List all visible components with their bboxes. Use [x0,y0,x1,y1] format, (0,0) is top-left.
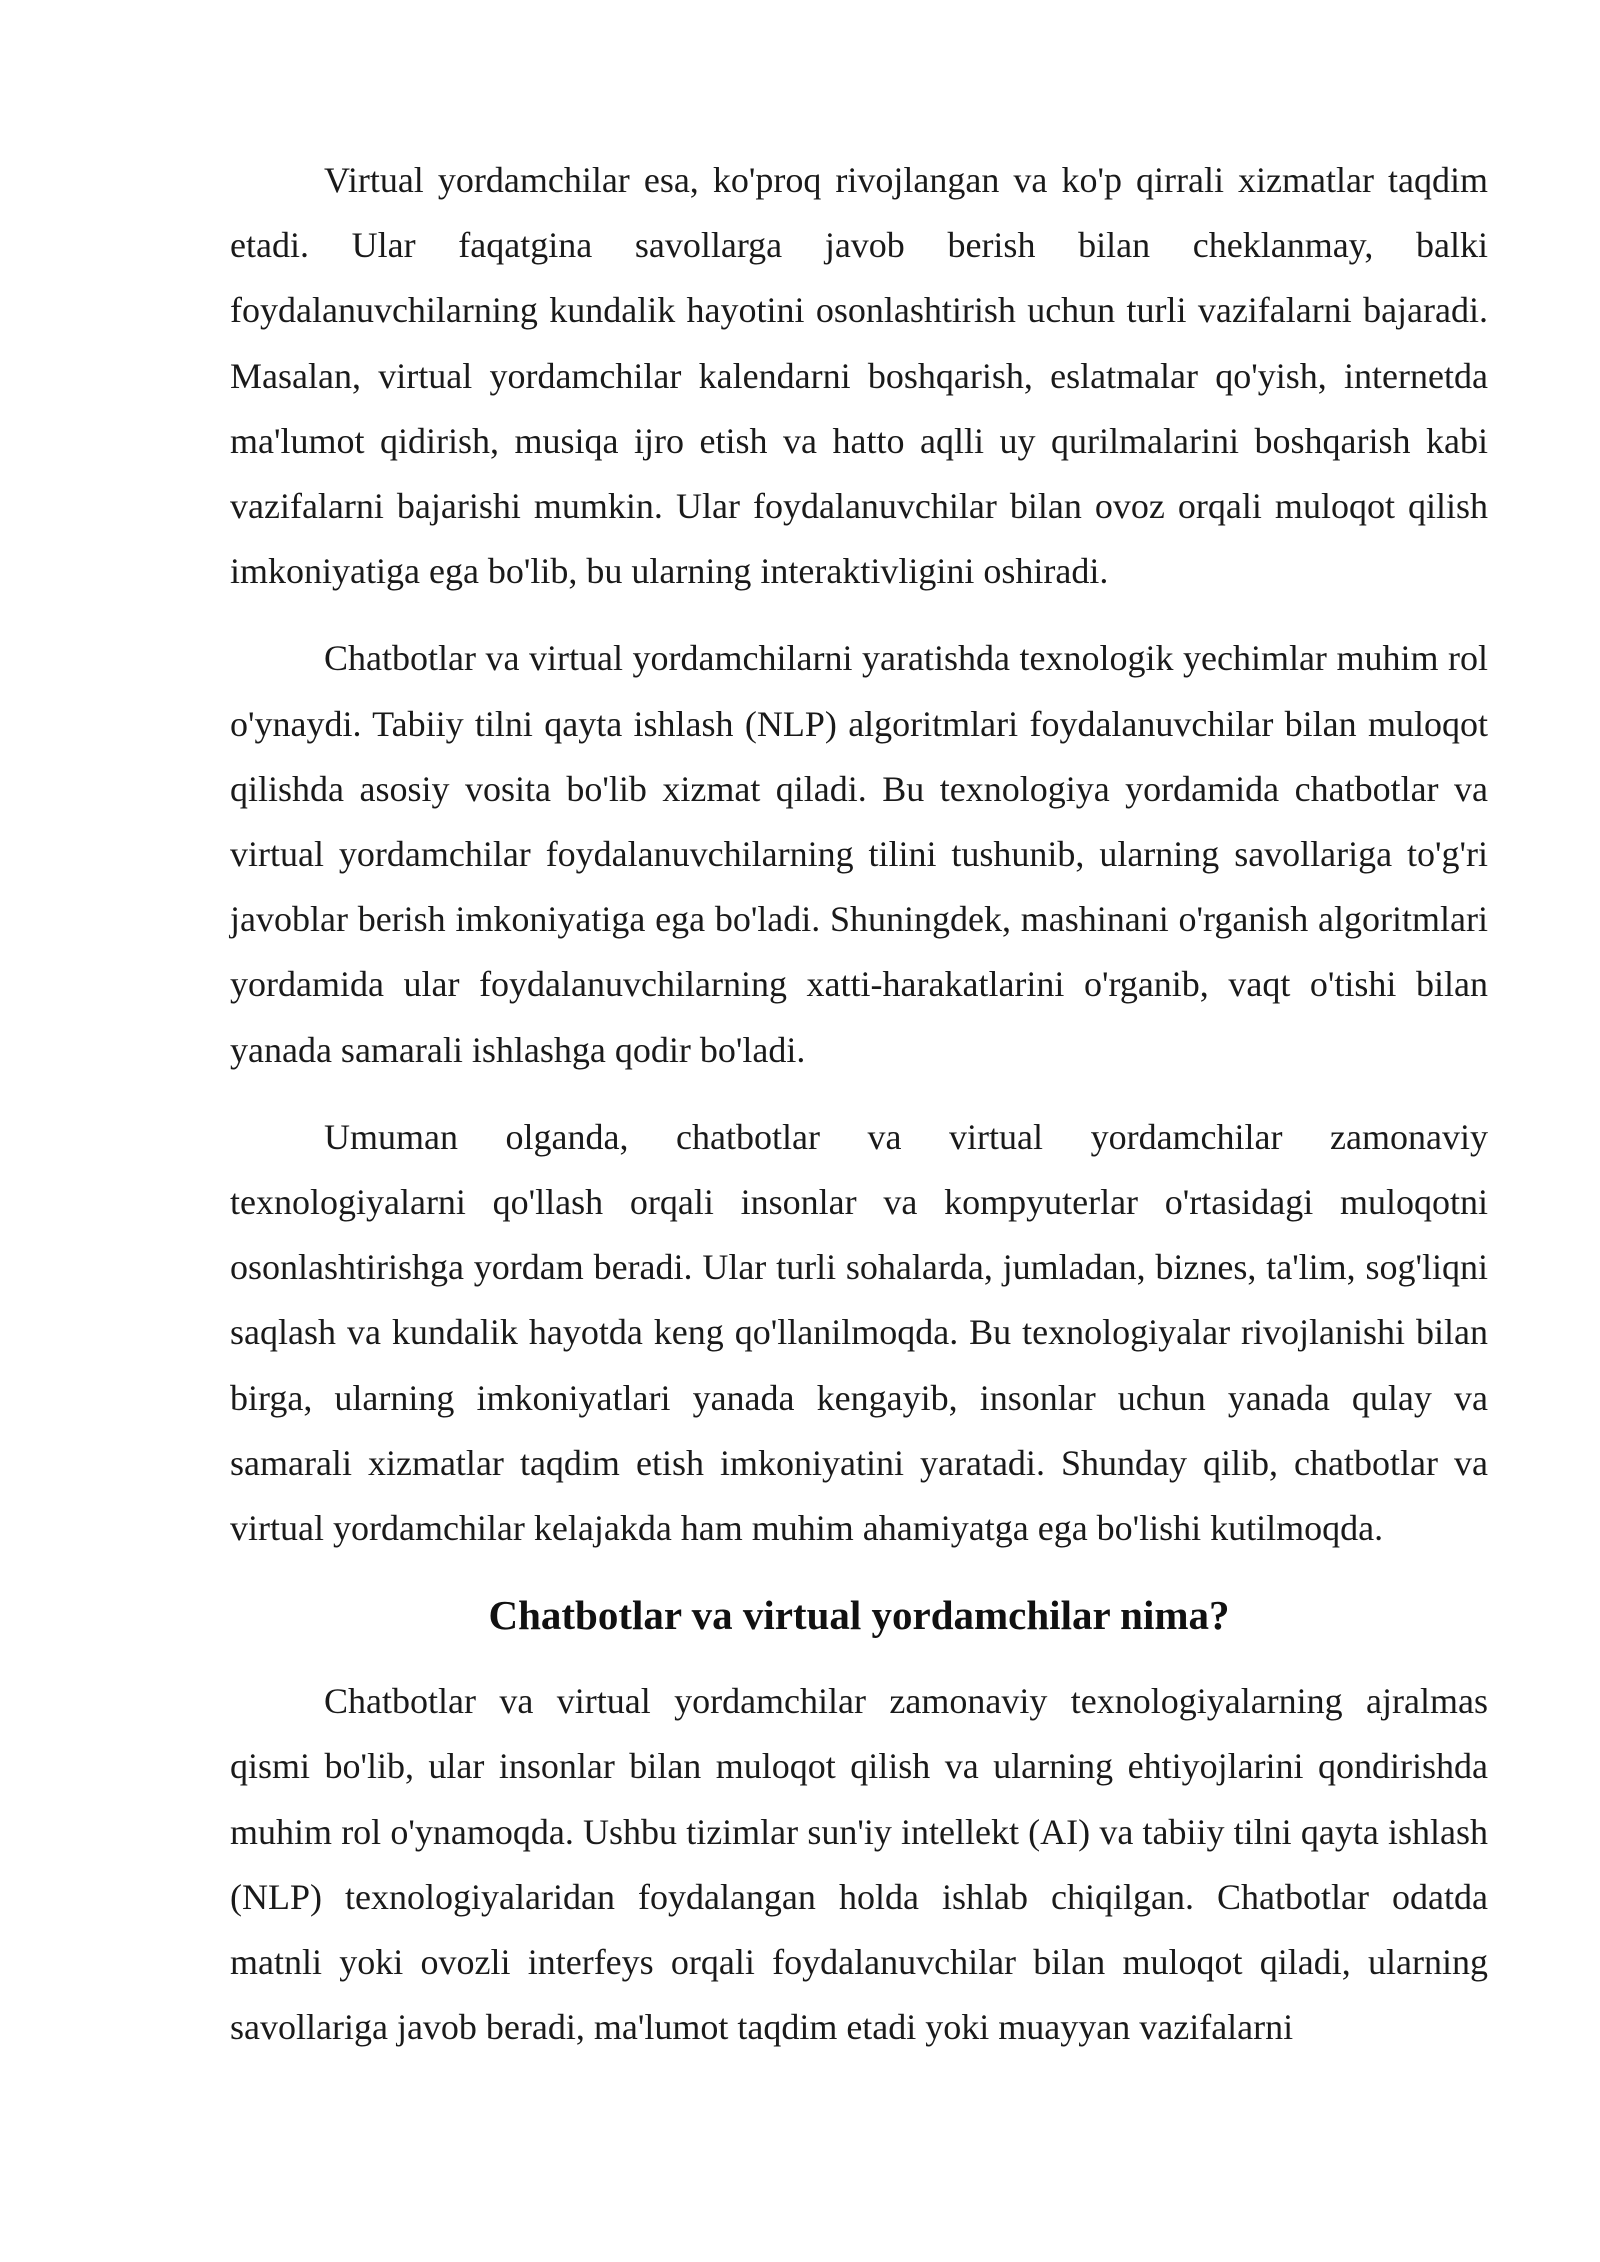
document-body [230,148,1488,2082]
paragraph-definition: Chatbotlar va virtual yordamchilar zamonaviy texnologiyalarning ajralmas qismi bo'lib, ular insonlar bilan muloqot qilish va ularning ehtiyojlarini qondirishda muhim rol o'ynamoqda. Ushbu tizimlar sun'iy intellekt (AI) va tabiiy tilni qayta ishlash (NLP) texnologiyalaridan foydalangan holda ishlab chiqilgan. Chatbotlar odatda matnli yoki ovozli interfeys orqali foydalanuvchilar bilan muloqot qiladi, ularning savollariga javob beradi, ma'lumot taqdim etadi yoki muayyan vazifalarni [230,1681,1488,2048]
paragraph-tech-solutions: Chatbotlar va virtual yordamchilarni yaratishda texnologik yechimlar muhim rol o'ynaydi. Tabiiy tilni qayta ishlash (NLP) algoritmlari foydalanuvchilar bilan muloqot qilishda asosiy vosita bo'lib xizmat qiladi. Bu texnologiya yordamida chatbotlar va virtual yordamchilar foydalanuvchilarning tilini tushunib, ularning savollariga to'g'ri javoblar berish imkoniyatiga ega bo'ladi. Shuningdek, mashinani o'rganish algoritmlari yordamida ular foydalanuvchilarning xatti-harakatlarini o'rganib, vaqt o'tishi bilan yanada samarali ishlashga qodir bo'ladi. [230,638,1488,1070]
section-heading: Chatbotlar va virtual yordamchilar nima? [488,1592,1230,1639]
paragraph-virtual-assistants: Virtual yordamchilar esa, ko'proq rivojlangan va ko'p qirrali xizmatlar taqdim etadi. Ular faqatgina savollarga javob berish bilan cheklanmay, balki foydalanuvchilarning kundalik hayotini osonlashtirish uchun turli vazifalarni bajaradi. Masalan, virtual yordamchilar kalendarni boshqarish, eslatmalar qo'yish, internetda ma'lumot qidirish, musiqa ijro etish va hatto aqlli uy qurilmalarini boshqarish kabi vazifalarni bajarishi mumkin. Ular foydalanuvchilar bilan ovoz orqali muloqot qilish imkoniyatiga ega bo'lib, bu ularning interaktivligini oshiradi. [230,160,1488,592]
paragraph-conclusion: Umuman olganda, chatbotlar va virtual yordamchilar zamonaviy texnologiyalarni qo'llash orqali insonlar va kompyuterlar o'rtasidagi muloqotni osonlashtirishga yordam beradi. Ular turli sohalarda, jumladan, biznes, ta'lim, sog'liqni saqlash va kundalik hayotda keng qo'llanilmoqda. Bu texnologiyalar rivojlanishi bilan birga, ularning imkoniyatlari yanada kengayib, insonlar uchun yanada qulay va samarali xizmatlar taqdim etish imkoniyatini yaratadi. Shunday qilib, chatbotlar va virtual yordamchilar kelajakda ham muhim ahamiyatga ega bo'lishi kutilmoqda. [230,1116,1488,1549]
